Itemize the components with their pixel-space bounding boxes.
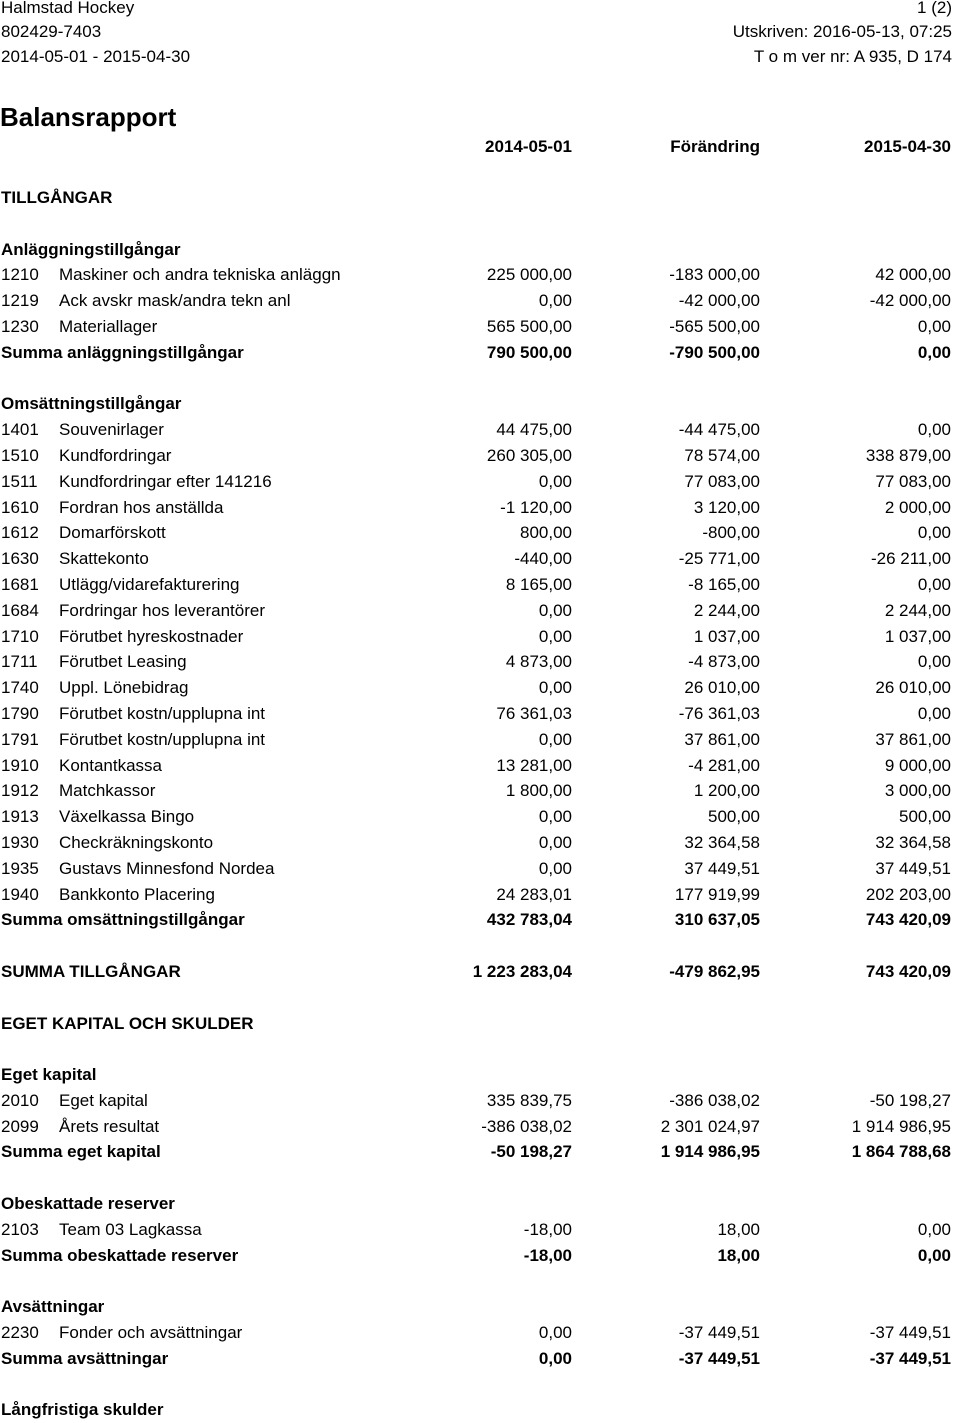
account-row bbox=[0, 417, 952, 443]
group-heading bbox=[0, 391, 952, 417]
account-name: Fordran hos anställda bbox=[59, 497, 224, 517]
value-change: 77 083,00 bbox=[684, 471, 760, 491]
value-opening: 8 165,00 bbox=[505, 574, 572, 594]
account-number: 1630 bbox=[1, 549, 39, 569]
account-row bbox=[0, 649, 952, 675]
value-closing: -50 198,27 bbox=[869, 1090, 951, 1110]
value-opening: 0,00 bbox=[538, 729, 572, 749]
value-opening: 0,00 bbox=[538, 678, 572, 698]
account-name: Fordringar hos leverantörer bbox=[59, 600, 265, 620]
value-opening: 0,00 bbox=[538, 807, 572, 827]
value-opening: -386 038,02 bbox=[481, 1116, 572, 1136]
account-number: 1681 bbox=[1, 574, 39, 594]
value-closing: 500,00 bbox=[899, 807, 951, 827]
group-heading bbox=[0, 237, 952, 263]
account-number: 1510 bbox=[1, 445, 39, 465]
account-number: 1740 bbox=[1, 678, 39, 698]
group-heading bbox=[0, 1011, 952, 1037]
value-closing: 0,00 bbox=[917, 1245, 951, 1265]
value-closing: 42 000,00 bbox=[875, 265, 951, 285]
header-line-2 bbox=[0, 20, 952, 44]
row-label: Summa obeskattade reserver bbox=[1, 1245, 239, 1265]
row-label: Summa eget kapital bbox=[1, 1142, 161, 1162]
account-number: 1791 bbox=[1, 729, 39, 749]
account-row bbox=[0, 753, 952, 779]
account-row bbox=[0, 830, 952, 856]
row-label: Omsättningstillgångar bbox=[1, 394, 182, 414]
account-number: 1913 bbox=[1, 807, 39, 827]
organization-number: 802429-7403 bbox=[1, 22, 102, 41]
account-number: 1710 bbox=[1, 626, 39, 646]
value-change: 18,00 bbox=[717, 1219, 760, 1239]
account-number: 1910 bbox=[1, 755, 39, 775]
account-name: Bankkonto Placering bbox=[59, 884, 215, 904]
account-name: Förutbet hyreskostnader bbox=[59, 626, 244, 646]
sum-row bbox=[0, 340, 952, 366]
value-change: -76 361,03 bbox=[678, 703, 760, 723]
value-opening: 13 281,00 bbox=[496, 755, 572, 775]
account-number: 2099 bbox=[1, 1116, 39, 1136]
row-label: Obeskattade reserver bbox=[1, 1194, 175, 1214]
value-closing: 32 364,58 bbox=[875, 832, 951, 852]
value-opening: 1 223 283,04 bbox=[472, 961, 572, 981]
account-name: Kundfordringar bbox=[59, 445, 172, 465]
value-closing: -37 449,51 bbox=[869, 1323, 951, 1343]
value-closing: 1 914 986,95 bbox=[851, 1116, 951, 1136]
value-change: 500,00 bbox=[708, 807, 760, 827]
account-name: Maskiner och andra tekniska anläggn bbox=[59, 265, 341, 285]
account-name: Materiallager bbox=[59, 316, 158, 336]
value-change: -44 475,00 bbox=[678, 420, 760, 440]
value-change: -4 873,00 bbox=[688, 652, 760, 672]
value-change: 2 301 024,97 bbox=[660, 1116, 760, 1136]
balance-table bbox=[0, 185, 952, 1423]
sum-row bbox=[0, 959, 952, 985]
account-row bbox=[0, 262, 952, 288]
value-change: -8 165,00 bbox=[688, 574, 760, 594]
value-change: -37 449,51 bbox=[678, 1348, 760, 1368]
value-closing: 0,00 bbox=[917, 523, 951, 543]
report-title: Balansrapport bbox=[0, 102, 177, 132]
value-change: 1 200,00 bbox=[693, 781, 760, 801]
value-change: 177 919,99 bbox=[674, 884, 760, 904]
sum-row bbox=[0, 907, 952, 933]
account-name: Matchkassor bbox=[59, 781, 156, 801]
account-number: 1912 bbox=[1, 781, 39, 801]
value-opening: 0,00 bbox=[538, 1323, 572, 1343]
account-number: 1711 bbox=[1, 652, 38, 672]
value-closing: 743 420,09 bbox=[865, 961, 951, 981]
account-row bbox=[0, 314, 952, 340]
value-closing: 0,00 bbox=[917, 420, 951, 440]
account-row bbox=[0, 624, 952, 650]
value-opening: 44 475,00 bbox=[496, 420, 572, 440]
account-name: Fonder och avsättningar bbox=[59, 1323, 243, 1343]
account-row bbox=[0, 520, 952, 546]
value-closing: 37 861,00 bbox=[875, 729, 951, 749]
account-number: 1790 bbox=[1, 703, 39, 723]
account-name: Uppl. Lönebidrag bbox=[59, 678, 189, 698]
account-name: Förutbet Leasing bbox=[59, 652, 187, 672]
page-number: 1 (2) bbox=[917, 0, 952, 17]
account-name: Utlägg/vidarefakturering bbox=[59, 574, 240, 594]
account-row bbox=[0, 495, 952, 521]
value-closing: 3 000,00 bbox=[884, 781, 951, 801]
value-opening: 76 361,03 bbox=[496, 703, 572, 723]
value-opening: 4 873,00 bbox=[505, 652, 572, 672]
value-change: 2 244,00 bbox=[693, 600, 760, 620]
row-spacer bbox=[0, 985, 952, 1011]
value-opening: 790 500,00 bbox=[486, 342, 572, 362]
account-name: Ack avskr mask/andra tekn anl bbox=[59, 291, 291, 311]
row-spacer bbox=[0, 211, 952, 237]
value-change: -42 000,00 bbox=[678, 291, 760, 311]
value-change: 1 914 986,95 bbox=[660, 1142, 760, 1162]
value-change: -25 771,00 bbox=[678, 549, 760, 569]
value-opening: 0,00 bbox=[538, 471, 572, 491]
account-number: 1935 bbox=[1, 858, 39, 878]
account-number: 2230 bbox=[1, 1323, 39, 1343]
group-heading bbox=[0, 1191, 952, 1217]
account-row bbox=[0, 727, 952, 753]
row-spacer bbox=[0, 1165, 952, 1191]
account-row bbox=[0, 1114, 952, 1140]
account-row bbox=[0, 1217, 952, 1243]
row-label: Summa omsättningstillgångar bbox=[1, 910, 245, 930]
row-label: TILLGÅNGAR bbox=[1, 188, 113, 207]
value-closing: 202 203,00 bbox=[865, 884, 951, 904]
value-change: 18,00 bbox=[717, 1245, 760, 1265]
account-row bbox=[0, 469, 952, 495]
value-closing: 1 864 788,68 bbox=[851, 1142, 951, 1162]
value-change: 26 010,00 bbox=[684, 678, 760, 698]
account-number: 1612 bbox=[1, 523, 39, 543]
value-opening: 225 000,00 bbox=[486, 265, 572, 285]
value-opening: 0,00 bbox=[538, 858, 572, 878]
column-header-change: Förändring bbox=[670, 137, 760, 156]
value-change: 310 637,05 bbox=[674, 910, 760, 930]
account-name: Förutbet kostn/upplupna int bbox=[59, 703, 266, 723]
value-closing: 0,00 bbox=[917, 1219, 951, 1239]
value-closing: 37 449,51 bbox=[875, 858, 951, 878]
value-change: -479 862,95 bbox=[669, 961, 760, 981]
value-opening: 565 500,00 bbox=[486, 316, 572, 336]
row-label: SUMMA TILLGÅNGAR bbox=[1, 961, 181, 981]
account-row bbox=[0, 675, 952, 701]
account-name: Team 03 Lagkassa bbox=[59, 1219, 202, 1239]
value-change: 3 120,00 bbox=[693, 497, 760, 517]
account-row bbox=[0, 288, 952, 314]
value-opening: 0,00 bbox=[538, 1348, 572, 1368]
account-row bbox=[0, 443, 952, 469]
row-spacer bbox=[0, 1268, 952, 1294]
header-line-3 bbox=[0, 45, 952, 69]
value-opening: -18,00 bbox=[523, 1219, 572, 1239]
account-name: Eget kapital bbox=[59, 1090, 148, 1110]
account-name: Gustavs Minnesfond Nordea bbox=[59, 858, 275, 878]
account-row bbox=[0, 778, 952, 804]
value-closing: -42 000,00 bbox=[869, 291, 951, 311]
row-label: Eget kapital bbox=[1, 1065, 97, 1085]
sum-row bbox=[0, 1243, 952, 1269]
value-change: 1 037,00 bbox=[693, 626, 760, 646]
voucher-version: T o m ver nr: A 935, D 174 bbox=[753, 47, 952, 66]
account-number: 1219 bbox=[1, 291, 39, 311]
account-row bbox=[0, 882, 952, 908]
value-closing: -37 449,51 bbox=[869, 1348, 951, 1368]
value-opening: 0,00 bbox=[538, 626, 572, 646]
value-opening: -1 120,00 bbox=[500, 497, 572, 517]
account-name: Souvenirlager bbox=[59, 420, 164, 440]
account-row bbox=[0, 701, 952, 727]
account-name: Förutbet kostn/upplupna int bbox=[59, 729, 266, 749]
value-change: -183 000,00 bbox=[669, 265, 760, 285]
column-header-opening: 2014-05-01 bbox=[485, 137, 572, 156]
account-number: 2103 bbox=[1, 1219, 39, 1239]
value-change: -4 281,00 bbox=[688, 755, 760, 775]
account-row bbox=[0, 804, 952, 830]
header-line-1 bbox=[0, 0, 952, 20]
organization-name: Halmstad Hockey bbox=[1, 0, 135, 17]
group-heading bbox=[0, 1397, 952, 1423]
account-name: Växelkassa Bingo bbox=[59, 807, 195, 827]
value-closing: 0,00 bbox=[917, 342, 951, 362]
group-heading bbox=[0, 1294, 952, 1320]
row-label: Långfristiga skulder bbox=[1, 1400, 164, 1420]
value-closing: 0,00 bbox=[917, 574, 951, 594]
value-change: -790 500,00 bbox=[669, 342, 760, 362]
column-header-closing: 2015-04-30 bbox=[864, 137, 951, 156]
row-label: Avsättningar bbox=[1, 1297, 105, 1317]
value-closing: 0,00 bbox=[917, 703, 951, 723]
value-closing: 0,00 bbox=[917, 316, 951, 336]
account-number: 1511 bbox=[1, 471, 38, 491]
row-spacer bbox=[0, 366, 952, 392]
account-number: 1930 bbox=[1, 832, 39, 852]
sum-row bbox=[0, 1139, 952, 1165]
value-opening: 0,00 bbox=[538, 291, 572, 311]
account-number: 1940 bbox=[1, 884, 39, 904]
account-name: Domarförskott bbox=[59, 523, 166, 543]
value-change: 78 574,00 bbox=[684, 445, 760, 465]
printed-timestamp: Utskriven: 2016-05-13, 07:25 bbox=[732, 22, 952, 41]
account-name: Kundfordringar efter 141216 bbox=[59, 471, 272, 491]
value-closing: 0,00 bbox=[917, 652, 951, 672]
row-label: EGET KAPITAL OCH SKULDER bbox=[1, 1013, 254, 1033]
value-closing: 1 037,00 bbox=[884, 626, 951, 646]
value-closing: 77 083,00 bbox=[875, 471, 951, 491]
row-label: Summa anläggningstillgångar bbox=[1, 342, 244, 362]
account-number: 1684 bbox=[1, 600, 39, 620]
account-number: 1210 bbox=[1, 265, 39, 285]
account-row bbox=[0, 1320, 952, 1346]
sum-row bbox=[0, 1346, 952, 1372]
value-opening: 24 283,01 bbox=[496, 884, 572, 904]
value-opening: -50 198,27 bbox=[490, 1142, 572, 1162]
value-change: 37 861,00 bbox=[684, 729, 760, 749]
value-opening: 432 783,04 bbox=[486, 910, 572, 930]
account-name: Checkräkningskonto bbox=[59, 832, 214, 852]
value-opening: -18,00 bbox=[523, 1245, 572, 1265]
value-opening: 335 839,75 bbox=[486, 1090, 572, 1110]
value-change: 37 449,51 bbox=[684, 858, 760, 878]
account-row bbox=[0, 1088, 952, 1114]
value-opening: 260 305,00 bbox=[486, 445, 572, 465]
account-name: Kontantkassa bbox=[59, 755, 163, 775]
value-opening: 1 800,00 bbox=[505, 781, 572, 801]
value-change: -565 500,00 bbox=[669, 316, 760, 336]
value-closing: 26 010,00 bbox=[875, 678, 951, 698]
value-opening: 0,00 bbox=[538, 600, 572, 620]
account-row bbox=[0, 856, 952, 882]
value-closing: 2 000,00 bbox=[884, 497, 951, 517]
section-heading bbox=[0, 185, 952, 211]
row-label: Summa avsättningar bbox=[1, 1348, 169, 1368]
value-closing: 338 879,00 bbox=[865, 445, 951, 465]
row-spacer bbox=[0, 1036, 952, 1062]
account-name: Årets resultat bbox=[59, 1116, 160, 1136]
account-name: Skattekonto bbox=[59, 549, 149, 569]
value-closing: 743 420,09 bbox=[865, 910, 951, 930]
value-closing: 2 244,00 bbox=[884, 600, 951, 620]
account-number: 2010 bbox=[1, 1090, 39, 1110]
value-change: 32 364,58 bbox=[684, 832, 760, 852]
value-change: -800,00 bbox=[702, 523, 760, 543]
value-opening: -440,00 bbox=[514, 549, 572, 569]
report-period: 2014-05-01 - 2015-04-30 bbox=[1, 47, 191, 66]
account-number: 1230 bbox=[1, 316, 39, 336]
account-number: 1401 bbox=[1, 420, 39, 440]
account-row bbox=[0, 572, 952, 598]
account-row bbox=[0, 598, 952, 624]
value-opening: 0,00 bbox=[538, 832, 572, 852]
row-spacer bbox=[0, 1372, 952, 1398]
row-label: Anläggningstillgångar bbox=[1, 239, 181, 259]
value-opening: 800,00 bbox=[520, 523, 572, 543]
account-row bbox=[0, 546, 952, 572]
value-closing: -26 211,00 bbox=[870, 549, 951, 569]
account-number: 1610 bbox=[1, 497, 39, 517]
value-change: -386 038,02 bbox=[669, 1090, 760, 1110]
group-heading bbox=[0, 1062, 952, 1088]
value-change: -37 449,51 bbox=[678, 1323, 760, 1343]
value-closing: 9 000,00 bbox=[884, 755, 951, 775]
row-spacer bbox=[0, 933, 952, 959]
